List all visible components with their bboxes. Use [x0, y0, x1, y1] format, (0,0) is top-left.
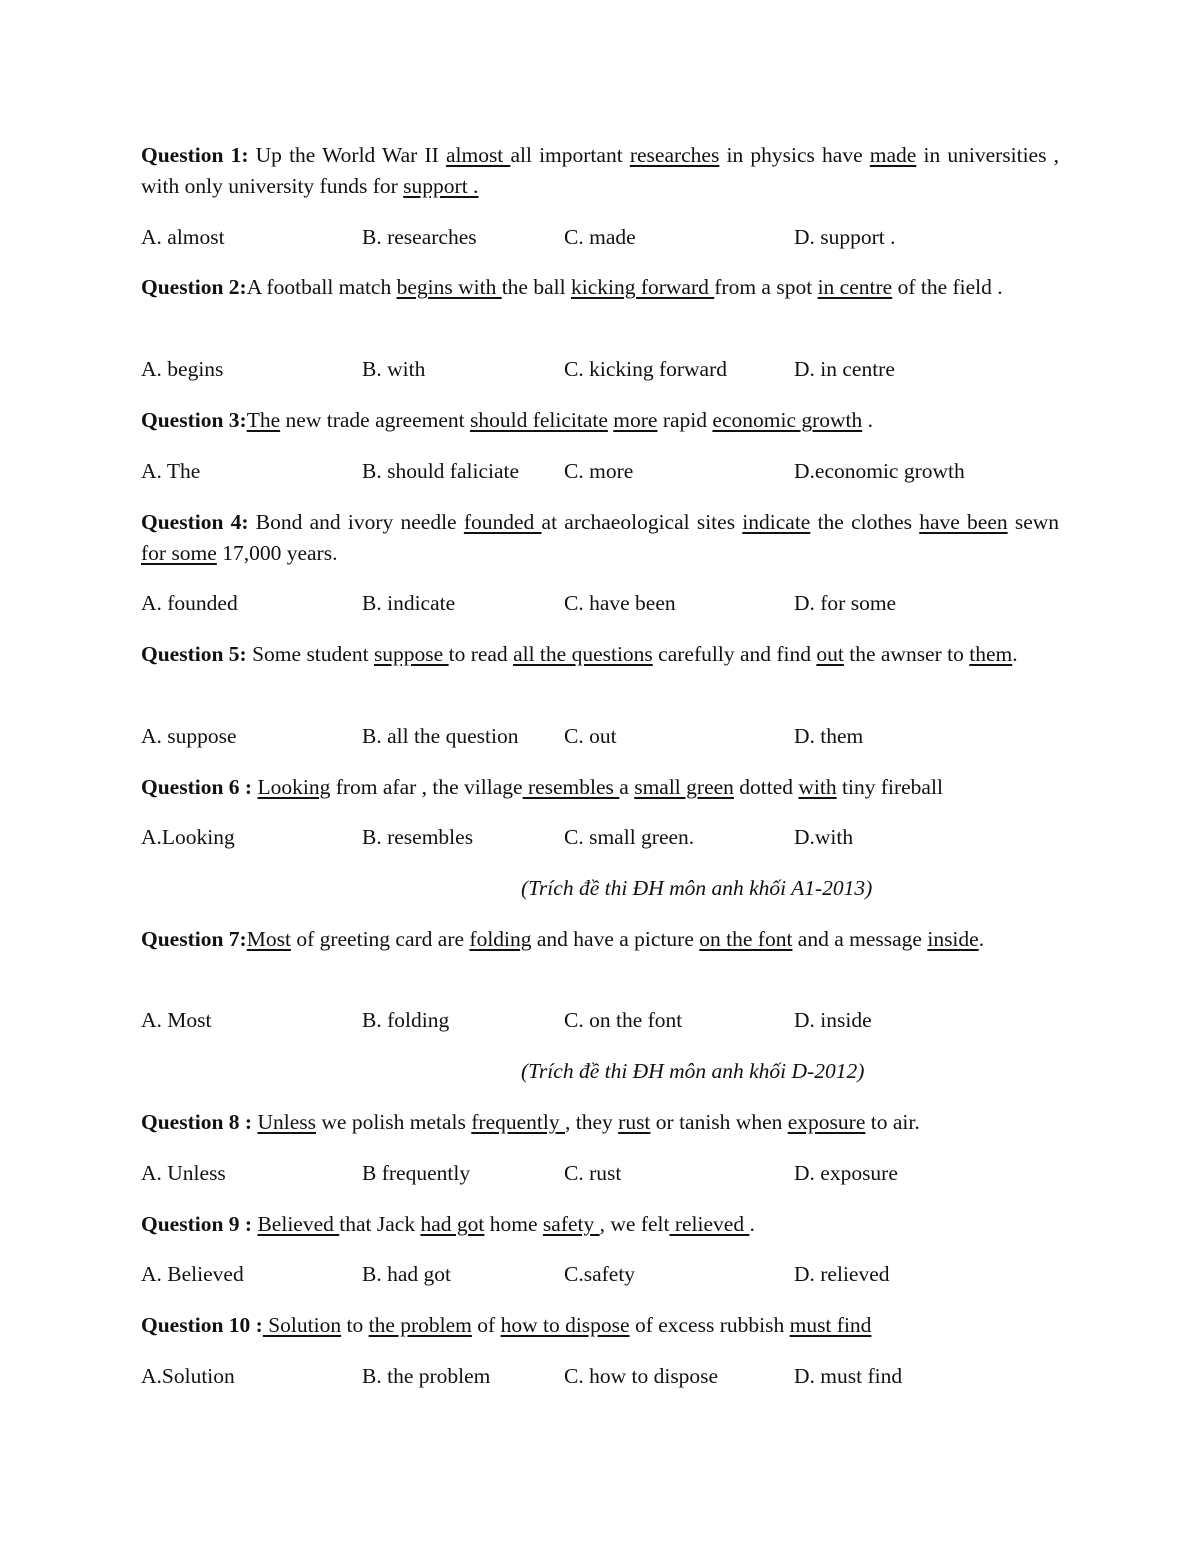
question-text: all important: [510, 143, 630, 167]
question-text: .: [749, 1212, 755, 1236]
underlined-phrase: the problem: [368, 1313, 472, 1337]
question-label: Question 7:: [141, 927, 247, 951]
question-text: tiny fireball: [836, 775, 943, 799]
options-row: [141, 1259, 1059, 1290]
question-label: Question 5:: [141, 642, 247, 666]
options-row: [141, 588, 1059, 619]
question-text: to read: [448, 642, 514, 666]
question-4: [141, 507, 1059, 569]
option-a: A. Believed: [141, 1262, 244, 1286]
question-label: Question 9 :: [141, 1212, 253, 1236]
question-text: , they: [565, 1110, 619, 1134]
underlined-phrase: rust: [618, 1110, 651, 1134]
question-10: [141, 1310, 1059, 1341]
underlined-phrase: for some: [141, 541, 217, 565]
question-label: Question 2:: [141, 275, 247, 299]
options-row: [141, 1158, 1059, 1189]
underlined-phrase: researches: [629, 143, 720, 167]
underlined-phrase: resembles: [522, 775, 620, 799]
underlined-phrase: Unless: [257, 1110, 316, 1134]
question-text: home: [484, 1212, 543, 1236]
question-6: [141, 772, 1059, 803]
option-c: C. kicking forward: [564, 357, 728, 381]
option-a: A. almost: [141, 225, 225, 249]
underlined-phrase: how to dispose: [500, 1313, 630, 1337]
option-c: C. more: [564, 459, 634, 483]
underlined-phrase: all the questions: [513, 642, 653, 666]
option-c: C. out: [564, 724, 617, 748]
question-text: of greeting card are: [290, 927, 470, 951]
option-a: A. suppose: [141, 724, 237, 748]
options-row: [141, 1005, 1059, 1036]
question-5: [141, 639, 1059, 670]
option-b: B. with: [362, 357, 426, 381]
question-text: we polish metals: [316, 1110, 472, 1134]
option-d: D. relieved: [794, 1262, 890, 1286]
question-text: in physics have: [719, 143, 870, 167]
option-c: C. on the font: [564, 1008, 683, 1032]
underlined-phrase: founded: [463, 510, 542, 534]
question-text: to air.: [865, 1110, 920, 1134]
question-text: carefully and find: [652, 642, 817, 666]
question-text: .: [1012, 642, 1018, 666]
underlined-phrase: must find: [789, 1313, 872, 1337]
option-b: B. should faliciate: [362, 459, 520, 483]
option-a: A. Most: [141, 1008, 212, 1032]
question-text: Some student: [246, 642, 374, 666]
options-row: [141, 222, 1059, 253]
underlined-phrase: in centre: [817, 275, 893, 299]
question-text: sewn: [1007, 510, 1060, 534]
question-text: and have a picture: [531, 927, 700, 951]
question-3: [141, 405, 1059, 436]
question-label: Question 1:: [141, 143, 249, 167]
question-text: 17,000 years.: [216, 541, 338, 565]
option-a: A. begins: [141, 357, 224, 381]
question-text: of excess rubbish: [629, 1313, 790, 1337]
underlined-phrase: should felicitate: [469, 408, 608, 432]
question-text: new trade agreement: [280, 408, 470, 432]
underlined-phrase: Believed: [257, 1212, 340, 1236]
question-text: and a message: [792, 927, 928, 951]
option-d: D.with: [794, 825, 854, 849]
option-c: C. small green.: [564, 825, 695, 849]
option-a: A. Unless: [141, 1161, 226, 1185]
options-row: [141, 456, 1059, 487]
question-text: A football match: [246, 275, 397, 299]
underlined-phrase: with: [798, 775, 837, 799]
question-label: Question 10 :: [141, 1313, 263, 1337]
option-a: A. The: [141, 459, 201, 483]
underlined-phrase: have been: [919, 510, 1008, 534]
question-text: in universities , with only university funds for: [141, 143, 1059, 198]
underlined-phrase: small green: [634, 775, 734, 799]
option-d: D. them: [794, 724, 864, 748]
option-b: B. indicate: [362, 591, 456, 615]
question-text: of the field .: [892, 275, 1003, 299]
question-text: or tanish when: [650, 1110, 788, 1134]
underlined-phrase: support .: [403, 174, 479, 198]
underlined-phrase: exposure: [787, 1110, 866, 1134]
underlined-phrase: safety: [542, 1212, 600, 1236]
question-text: the ball: [501, 275, 571, 299]
underlined-phrase: more: [613, 408, 658, 432]
question-7: [141, 924, 1059, 955]
underlined-phrase: frequently: [471, 1110, 565, 1134]
source-note: (Trích đề thi ĐH môn anh khối D-2012): [521, 1059, 865, 1083]
option-b: B frequently: [362, 1161, 471, 1185]
option-d: D. must find: [794, 1364, 903, 1388]
question-9: [141, 1209, 1059, 1240]
underlined-phrase: kicking forward: [570, 275, 715, 299]
underlined-phrase: folding: [469, 927, 532, 951]
option-b: B. the problem: [362, 1364, 491, 1388]
source-note: (Trích đề thi ĐH môn anh khối A1-2013): [521, 876, 873, 900]
question-text: Up the World War II: [248, 143, 446, 167]
option-d: D. inside: [794, 1008, 872, 1032]
underlined-phrase: indicate: [742, 510, 811, 534]
underlined-phrase: begins with: [396, 275, 502, 299]
option-b: B. folding: [362, 1008, 450, 1032]
question-8: [141, 1107, 1059, 1138]
option-d: D. support .: [794, 225, 896, 249]
underlined-phrase: out: [816, 642, 844, 666]
option-c: C. rust: [564, 1161, 622, 1185]
option-a: A.Solution: [141, 1364, 235, 1388]
option-c: C. made: [564, 225, 636, 249]
underlined-phrase: them: [969, 642, 1013, 666]
question-text: dotted: [733, 775, 799, 799]
question-label: Question 3:: [141, 408, 247, 432]
question-label: Question 4:: [141, 510, 249, 534]
question-text: that Jack: [339, 1212, 421, 1236]
option-b: B. had got: [362, 1262, 451, 1286]
question-1: [141, 140, 1059, 202]
underlined-phrase: The: [246, 408, 281, 432]
underlined-phrase: Solution: [262, 1313, 342, 1337]
question-text: at archaeological sites: [541, 510, 743, 534]
option-d: D. in centre: [794, 357, 895, 381]
underlined-phrase: economic growth: [712, 408, 863, 432]
underlined-phrase: had got: [420, 1212, 485, 1236]
question-text: from afar , the village: [330, 775, 523, 799]
underlined-phrase: suppose: [373, 642, 449, 666]
question-label: Question 8 :: [141, 1110, 253, 1134]
underlined-phrase: on the font: [699, 927, 793, 951]
underlined-phrase: relieved: [669, 1212, 750, 1236]
question-label: Question 6 :: [141, 775, 253, 799]
underlined-phrase: made: [869, 143, 917, 167]
options-row: [141, 822, 1059, 853]
question-text: of: [471, 1313, 501, 1337]
option-b: B. resembles: [362, 825, 474, 849]
question-text: from a spot: [714, 275, 818, 299]
underlined-phrase: almost: [445, 143, 511, 167]
option-c: C.safety: [564, 1262, 636, 1286]
question-text: .: [978, 927, 985, 951]
underlined-phrase: Most: [246, 927, 291, 951]
question-text: the clothes: [810, 510, 920, 534]
option-a: A. founded: [141, 591, 238, 615]
option-b: B. researches: [362, 225, 477, 249]
question-text: rapid: [657, 408, 713, 432]
underlined-phrase: Looking: [257, 775, 331, 799]
options-row: [141, 354, 1059, 385]
options-row: [141, 721, 1059, 752]
question-text: to: [341, 1313, 369, 1337]
question-text: .: [862, 408, 874, 432]
option-d: D. exposure: [794, 1161, 898, 1185]
option-a: A.Looking: [141, 825, 235, 849]
question-2: [141, 272, 1059, 303]
options-row: [141, 1361, 1059, 1392]
option-b: B. all the question: [362, 724, 519, 748]
question-text: , we felt: [599, 1212, 670, 1236]
question-text: a: [619, 775, 635, 799]
option-c: C. how to dispose: [564, 1364, 719, 1388]
question-text: the awnser to: [843, 642, 970, 666]
underlined-phrase: inside: [927, 927, 979, 951]
question-text: Bond and ivory needle: [248, 510, 464, 534]
option-d: D.economic growth: [794, 459, 965, 483]
option-c: C. have been: [564, 591, 676, 615]
option-d: D. for some: [794, 591, 897, 615]
